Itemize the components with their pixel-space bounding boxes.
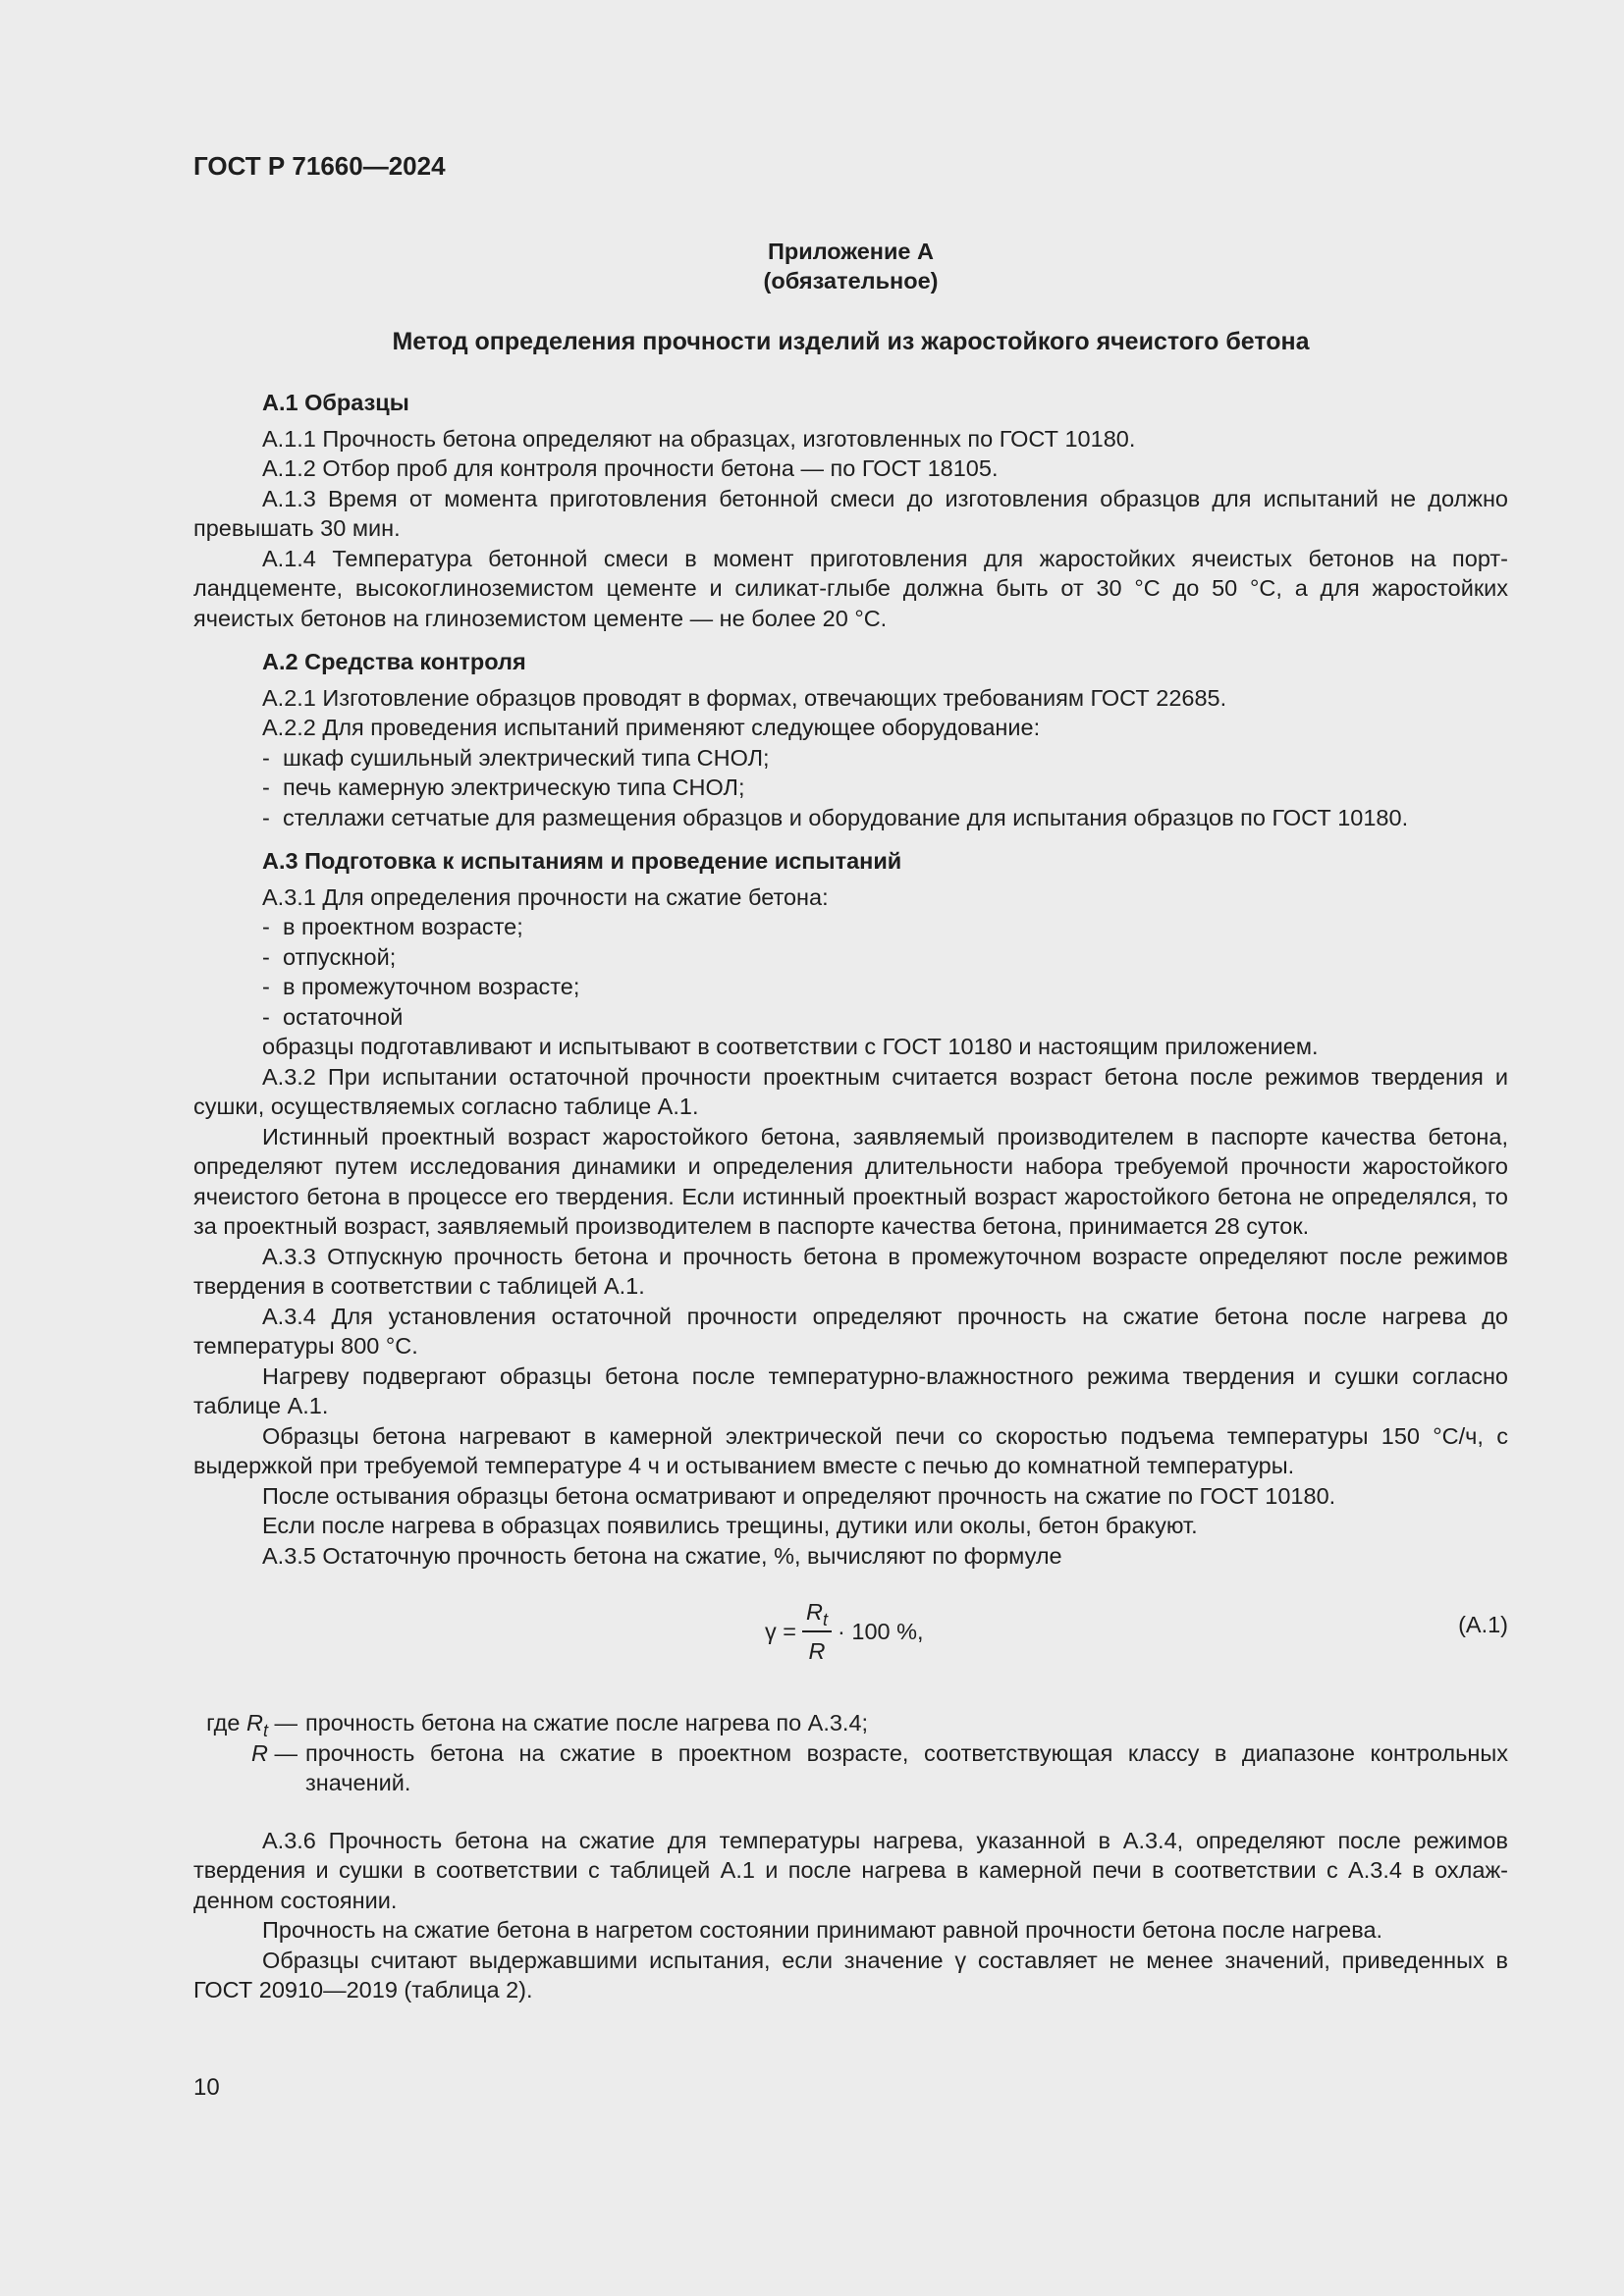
list-item: - печь камерную электрическую типа СНОЛ; — [262, 773, 1508, 803]
formula-expression — [765, 1592, 924, 1671]
paragraph-a3-6: А.3.6 Прочность бетона на сжатие для температуры нагрева, указанной в А.3.4, определяют после режимов твердения и сушки в соответствии с таблицей А.1 и после нагрева в камерной печи в соответствии с А.3.4 в охлажденном состоянии. — [193, 1827, 1508, 1913]
section-title-a3: А.3 Подготовка к испытаниям и проведение испытаний — [262, 848, 902, 874]
list-item: - остаточной — [262, 1002, 1508, 1033]
legend-dash: — — [274, 1710, 298, 1735]
formula-legend — [191, 1708, 1508, 1798]
formula-numerator-var: R — [806, 1599, 823, 1625]
legend-symbol-rt-sub: t — [262, 1721, 268, 1740]
paragraph-a2-2: А.2.2 Для проведения испытаний применяют следующее оборудование: — [262, 715, 1041, 740]
formula-denominator — [809, 1632, 826, 1668]
paragraph-a3-3: А.3.3 Отпускную прочность бетона и прочность бетона в промежуточном возрасте определяют после режимов твердения в соответствии с таблицей А.1. — [193, 1243, 1508, 1299]
list-item: - шкаф сушильный электрический типа СНОЛ; — [262, 743, 1508, 774]
formula-rhs: · 100 %, — [838, 1618, 924, 1644]
annex-title: Приложение А — [768, 239, 934, 264]
formula-denominator-var: R — [808, 1638, 826, 1664]
legend-symbol-r — [191, 1738, 305, 1798]
section-title-a2: А.2 Средства контроля — [262, 649, 526, 674]
list-item: - в промежуточном возрасте; — [262, 972, 1508, 1002]
annex-heading: Метод определения прочности изделий из жаростойкого ячеистого бетона — [392, 328, 1310, 355]
paragraph-a1-2: А.1.2 Отбор проб для контроля прочности бетона — по ГОСТ 18105. — [262, 455, 999, 481]
paragraph-a1-4: А.1.4 Температура бетонной смеси в момент приготовления для жаростойких ячеистых бетонов на портландцементе, высокоглиноземистом цементе и силикат-глыбе должна быть от 30 °С до 50 °С, а для жаростойких ячеистых бетонов на глиноземистом цементе — не более 20 °С. — [193, 545, 1508, 631]
list-item: - отпускной; — [262, 942, 1508, 973]
list-item: - в проектном возрасте; — [262, 912, 1508, 942]
paragraph-a3-4-reject: Если после нагрева в образцах появились трещины, дутики или околы, бетон бракуют. — [262, 1513, 1198, 1538]
legend-lead: где — [206, 1710, 241, 1735]
legend-symbol-rt-var: R — [245, 1710, 263, 1735]
formula-numerator — [802, 1595, 832, 1632]
paragraph-a3-4-cooling: После остывания образцы бетона осматривают и определяют прочность на сжатие по ГОСТ 10180. — [262, 1482, 1336, 1509]
paragraph-a3-4: А.3.4 Для установления остаточной прочности определяют прочность на сжатие бетона после нагрева до температуры 800 °С. — [193, 1303, 1508, 1359]
formula-numerator-sub: t — [823, 1610, 829, 1629]
paragraph-a3-5: А.3.5 Остаточную прочность бетона на сжатие, %, вычисляют по формуле — [262, 1542, 1062, 1569]
equipment-list — [193, 743, 1508, 833]
paragraph-a3-2: А.3.2 При испытании остаточной прочности проектным считается возраст бетона после режимов твердения и сушки, осуществляемых согласно таблице А.1. — [193, 1063, 1508, 1119]
formula-fraction — [802, 1595, 832, 1668]
paragraph-a3-4-heating: Нагреву подвергают образцы бетона после температурно-влажностного режима твердения и сушки согласно таблице А.1. — [193, 1362, 1508, 1418]
section-title-a1: А.1 Образцы — [262, 390, 409, 415]
formula-a1 — [193, 1588, 1508, 1682]
legend-symbol-rt — [191, 1708, 305, 1738]
legend-dash: — — [274, 1739, 298, 1766]
legend-definition-rt: прочность бетона на сжатие после нагрева по А.3.4; — [305, 1710, 869, 1735]
paragraph-a1-3: А.1.3 Время от момента приготовления бетонной смеси до изготовления образцов для испытаний не должно превышать 30 мин. — [193, 485, 1508, 541]
formula-lhs: γ = — [765, 1618, 797, 1644]
annex-status: (обязательное) — [763, 268, 939, 294]
paragraph-a3-1: А.3.1 Для определения прочности на сжатие бетона: — [262, 883, 829, 910]
paragraph-a1-1: А.1.1 Прочность бетона определяют на образцах, изготовленных по ГОСТ 10180. — [262, 425, 1136, 452]
page-number: 10 — [193, 2074, 220, 2101]
legend-definition-r: прочность бетона на сжатие в проектном возрасте, соответствующая классу в диапазоне контрольных значений. — [305, 1739, 1508, 1795]
legend-symbol-r-var: R — [250, 1739, 268, 1766]
paragraph-a3-6-criteria: Образцы считают выдержавшими испытания, если значение γ составляет не менее значений, приведенных в ГОСТ 20910—2019 (таблица 2). — [193, 1947, 1508, 2002]
annex-header — [193, 237, 1508, 295]
list-item: - стеллажи сетчатые для размещения образцов и оборудование для испытания образцов по ГОСТ 10180. — [262, 803, 1508, 833]
paragraph-a3-2-detail: Истинный проектный возраст жаростойкого бетона, заявляемый производителем в паспорте качества бетона, определяют путем исследования динамики и определения длительности набора требуемой прочности жаростойкого ячеистого бетона в процессе его твердения. Если истинный проектный возраст жаростойкого бетона не определялся, то за проектный возраст, заявляемый производителем в паспорте качества бетона, принимается 28 суток. — [193, 1123, 1508, 1239]
paragraph-a3-6-heated: Прочность на сжатие бетона в нагретом состоянии принимают равной прочности бетона после нагрева. — [262, 1917, 1383, 1943]
document-code: ГОСТ Р 71660—2024 — [193, 151, 446, 181]
strength-type-list — [193, 912, 1508, 1032]
document-page — [193, 137, 1508, 2005]
formula-number: (А.1) — [1458, 1612, 1508, 1637]
paragraph-a3-4-furnace: Образцы бетона нагревают в камерной электрической печи со скоростью подъема температуры 150 °С/ч, с выдержкой при требуемой температуре 4 ч и остыванием вместе с печью до комнатной температуры. — [193, 1422, 1508, 1478]
paragraph-a3-1-tail: образцы подготавливают и испытывают в соответствии с ГОСТ 10180 и настоящим приложением. — [262, 1034, 1319, 1059]
paragraph-a2-1: А.2.1 Изготовление образцов проводят в формах, отвечающих требованиям ГОСТ 22685. — [262, 684, 1227, 711]
